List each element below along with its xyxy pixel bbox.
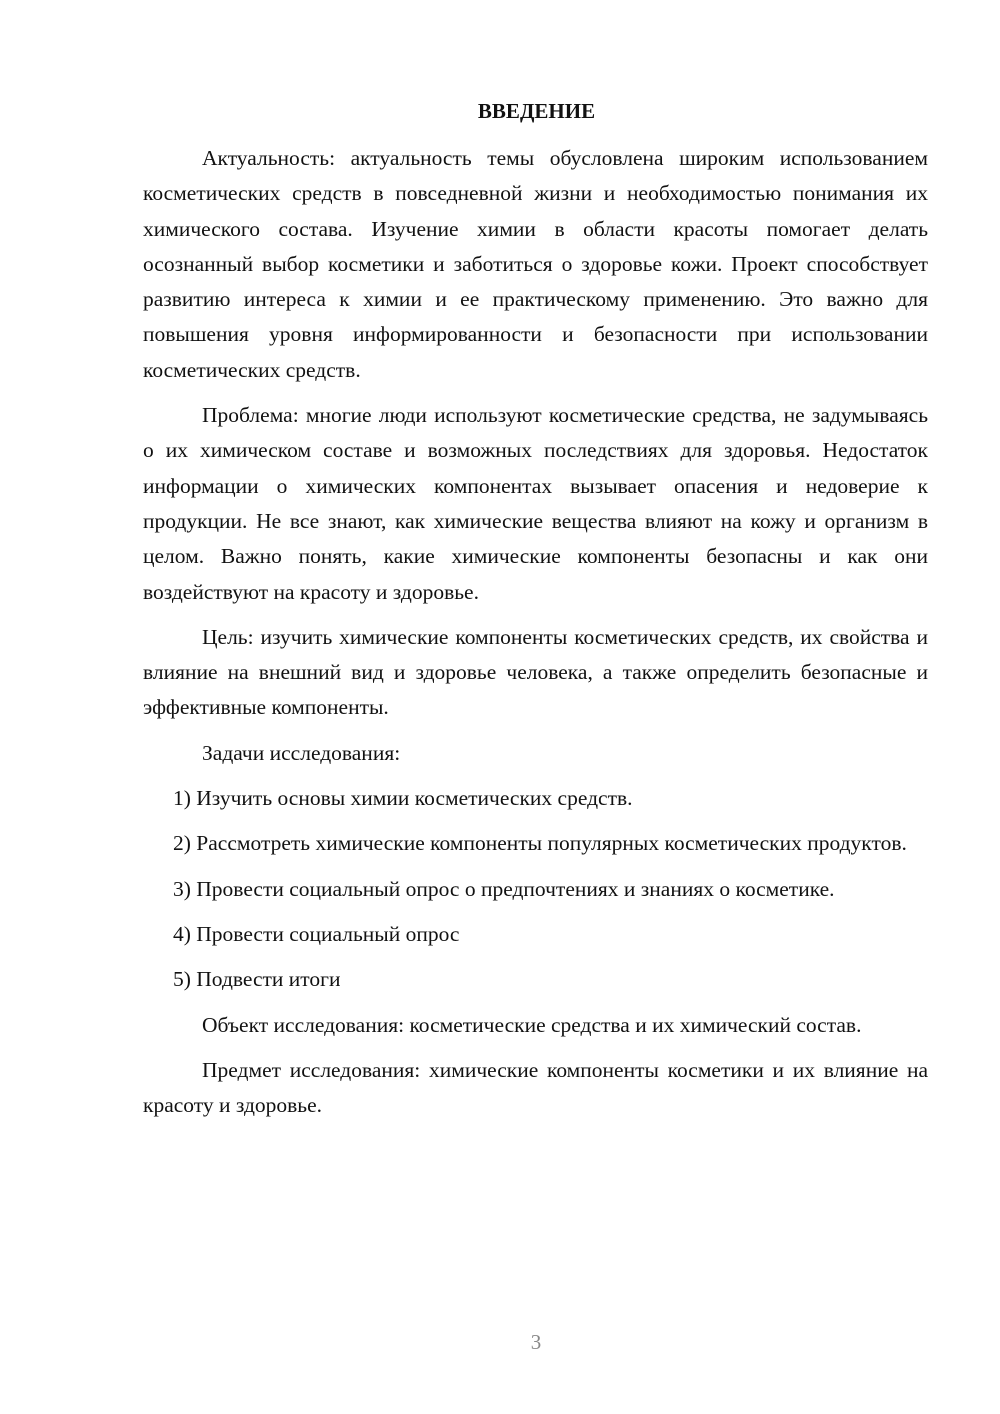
goal-paragraph: Цель: изучить химические компоненты косметических средств, их свойства и влияние на внешний вид и здоровье человека, а также определить безопасные и эффективные компоненты. [143,624,928,720]
page-number: 3 [530,1330,542,1354]
task-item: 5) Подвести итоги [173,967,341,992]
subject-paragraph: Предмет исследования: химические компоненты косметики и их влияние на красоту и здоровье. [143,1057,928,1118]
task-item: 4) Провести социальный опрос [173,921,460,946]
section-title: ВВЕДЕНИЕ [477,99,596,123]
object-paragraph: Объект исследования: косметические средства и их химический состав. [202,1012,862,1037]
tasks-heading: Задачи исследования: [202,740,401,765]
task-item: 2) Рассмотреть химические компоненты популярных косметических продуктов. [173,831,907,856]
document-page [143,94,928,1133]
relevance-paragraph: Актуальность: актуальность темы обусловлена широким использованием косметических средств в повседневной жизни и необходимостью понимания их химического состава. Изучение химии в области красоты помогает делать осознанный выбор косметики и заботиться о здоровье кожи. Проект способствует развитию интереса к химии и ее практическому применению. Это важно для повышения уровня информированности и безопасности при использовании косметических средств. [143,146,928,382]
problem-paragraph: Проблема: многие люди используют косметические средства, не задумываясь о их химическом составе и возможных последствиях для здоровья. Недостаток информации о химических компонентах вызывает опасения и недоверие к продукции. Не все знают, как химические вещества влияют на кожу и организм в целом. Важно понять, какие химические компоненты безопасны и как они воздействуют на красоту и здоровье. [143,403,928,604]
task-item: 3) Провести социальный опрос о предпочтениях и знаниях о косметике. [173,876,835,901]
task-item: 1) Изучить основы химии косметических средств. [173,786,633,811]
